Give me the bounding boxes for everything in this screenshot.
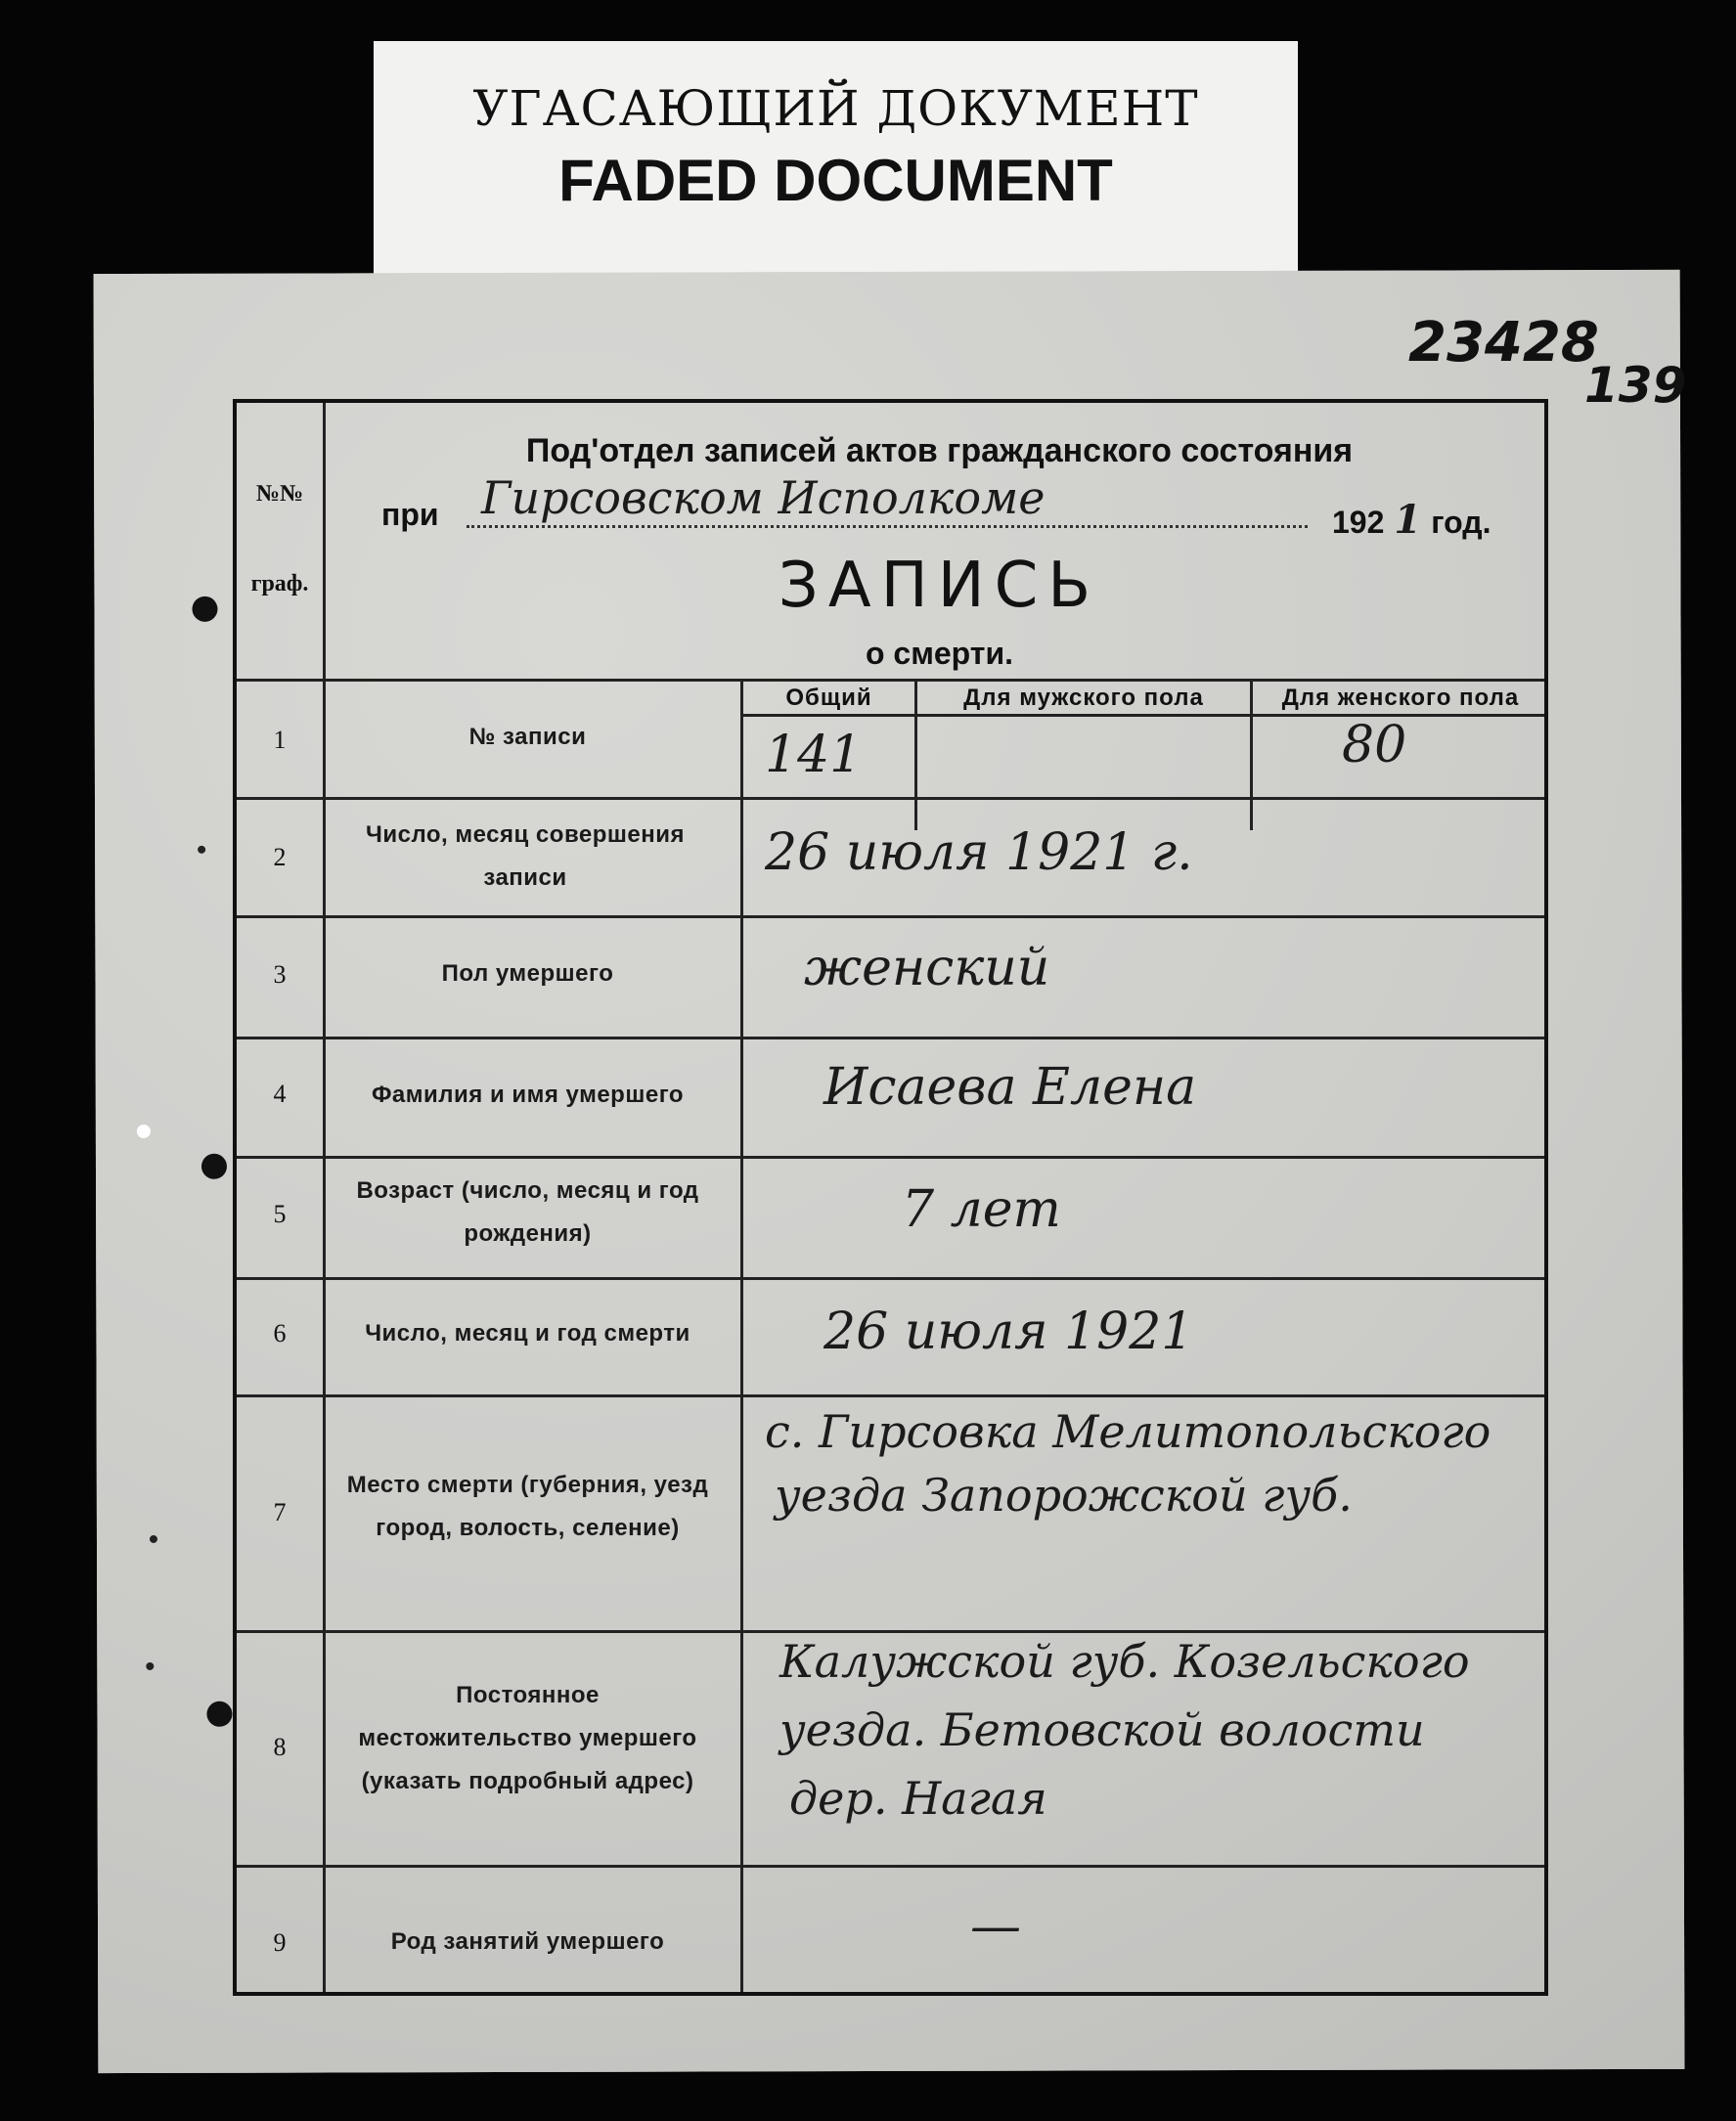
residence-line3: дер. Нагая [789, 1772, 1047, 1825]
record-female: 80 [1342, 716, 1407, 774]
field-label: Число, месяц совершения записи [365, 821, 685, 891]
archive-number: 23428 [1408, 311, 1599, 375]
row-number: 9 [273, 1928, 287, 1957]
year-suffix: год. [1431, 505, 1491, 540]
residence-line1: Калужской губ. Козельского [779, 1635, 1470, 1688]
row-number: 2 [273, 843, 287, 871]
record-subtitle: о смерти. [865, 636, 1014, 671]
label-russian: УГАСАЮЩИЙ ДОКУМЕНТ [472, 80, 1199, 137]
punch-hole [206, 1701, 232, 1727]
field-label: Постоянное местожительство умершего (указать подробный адрес) [358, 1682, 697, 1794]
death-place-line2: уезда Запорожской губ. [775, 1469, 1353, 1522]
field-label: № записи [468, 724, 587, 750]
row-number: 1 [273, 726, 287, 754]
field-label: Пол умершего [441, 960, 614, 987]
faded-document-label [374, 41, 1298, 281]
year-handwritten: 1 [1394, 497, 1422, 543]
divider [237, 797, 1544, 800]
graf-label: граф. [250, 571, 309, 597]
handwritten-org: Гирсовском Исполкоме [481, 471, 1046, 524]
punch-hole [201, 1154, 227, 1179]
divider [740, 679, 743, 1992]
paper-spot [137, 1125, 151, 1138]
divider [237, 1865, 1544, 1868]
field-label: Фамилия и имя умершего [371, 1082, 685, 1108]
record-date: 26 июля 1921 г. [765, 823, 1193, 882]
divider [237, 915, 1544, 918]
org-fill-line [467, 525, 1308, 528]
record-total: 141 [765, 726, 863, 784]
deceased-age: 7 лет [902, 1180, 1061, 1239]
paper-spot [198, 846, 205, 854]
field-label: Возраст (число, месяц и год рождения) [356, 1177, 699, 1247]
year-printed: 192 [1332, 505, 1385, 540]
pri-label: при [381, 497, 439, 532]
row-number: 7 [273, 1498, 287, 1526]
label-english: FADED DOCUMENT [558, 148, 1113, 213]
year-label [1332, 497, 1491, 543]
divider [237, 1277, 1544, 1280]
divider [237, 1394, 1544, 1397]
deceased-sex: женский [804, 939, 1050, 997]
divider [237, 1630, 1544, 1633]
divider [237, 1156, 1544, 1159]
row-number: 3 [273, 960, 287, 989]
death-place-line1: с. Гирсовка Мелитопольского [765, 1405, 1491, 1458]
residence-line2: уезда. Бетовской волости [779, 1703, 1425, 1756]
death-date: 26 июля 1921 [823, 1303, 1194, 1361]
paper-spot [146, 1662, 154, 1670]
nn-label: №№ [255, 481, 304, 507]
column-female: Для женского пола [1281, 685, 1520, 711]
field-label: Число, месяц и год смерти [365, 1320, 690, 1347]
occupation: — [970, 1897, 1021, 1956]
deceased-name: Исаева Елена [823, 1058, 1197, 1117]
field-label: Место смерти (губерния, уезд город, волость, селение) [346, 1472, 709, 1541]
divider [323, 403, 326, 1992]
punch-hole [192, 597, 217, 622]
department-title: Под'отдел записей актов гражданского состояния [525, 432, 1354, 469]
paper-spot [150, 1535, 157, 1543]
archive-number-secondary: 139 [1584, 357, 1687, 414]
row-number: 8 [273, 1733, 287, 1761]
death-record-form [233, 399, 1548, 1996]
row-number: 4 [273, 1080, 287, 1108]
row-number: 6 [273, 1319, 287, 1348]
column-total: Общий [785, 685, 872, 711]
record-title: ЗАПИСЬ [778, 550, 1101, 622]
divider [237, 1037, 1544, 1039]
column-male: Для мужского пола [963, 685, 1204, 711]
row-number: 5 [273, 1200, 287, 1228]
field-label: Род занятий умершего [390, 1928, 665, 1955]
